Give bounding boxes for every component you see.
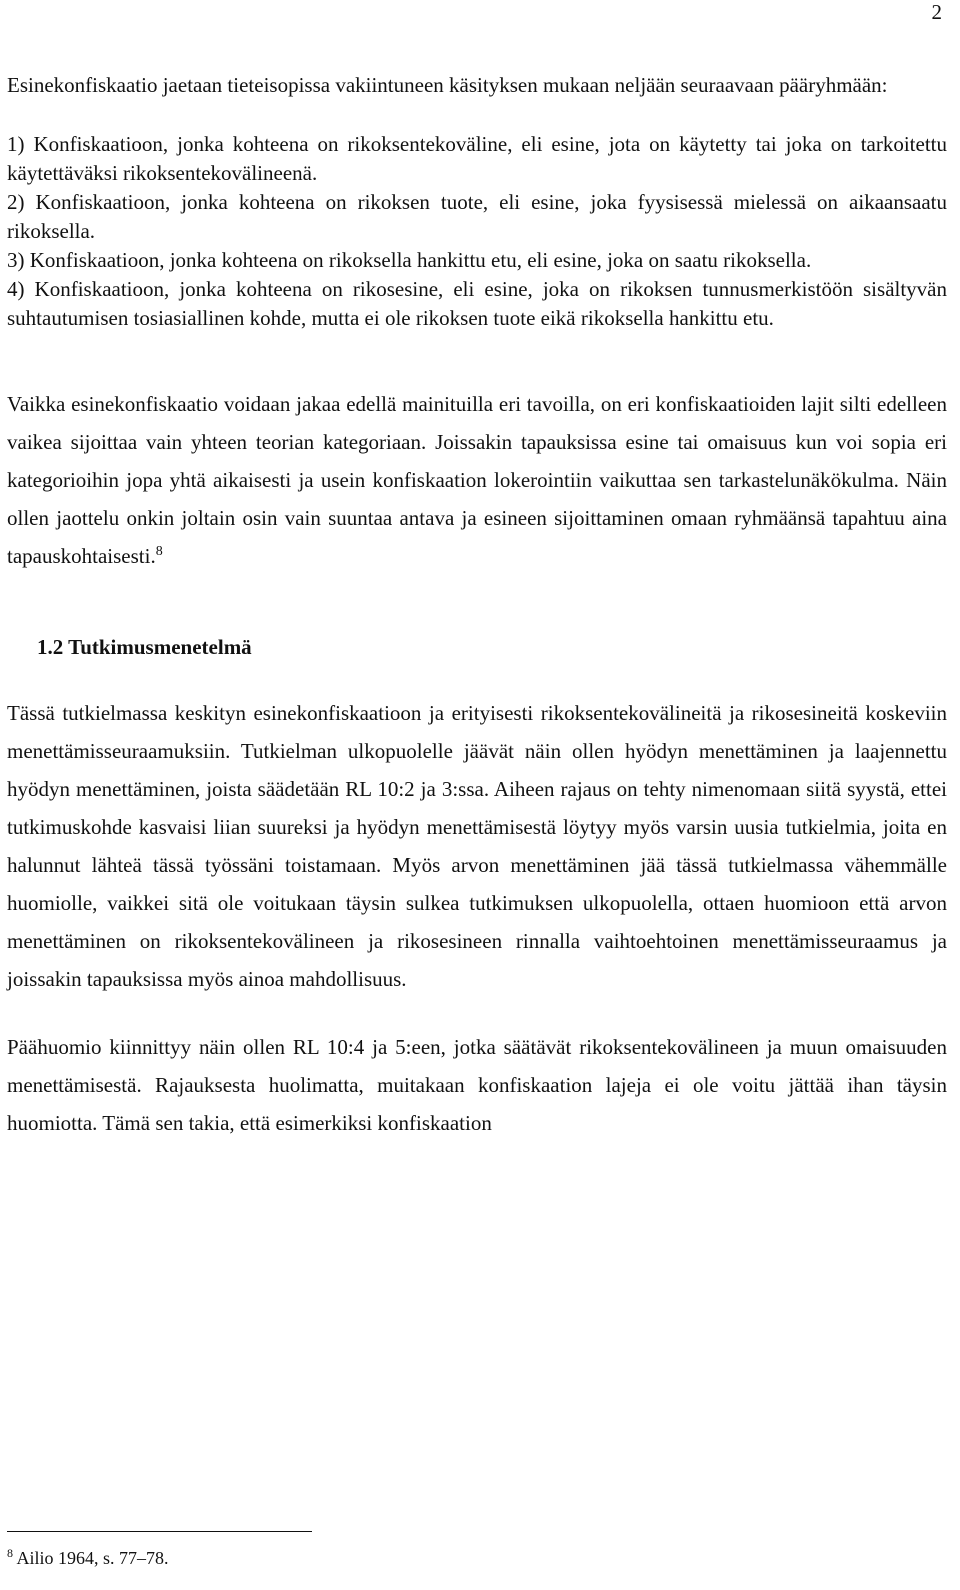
footnote-text: Ailio 1964, s. 77–78. (16, 1548, 169, 1568)
footnote-reference[interactable]: 8 (155, 544, 163, 559)
section-heading: 1.2 Tutkimusmenetelmä (37, 635, 252, 659)
list-item: 4) Konfiskaatioon, jonka kohteena on rikosesine, eli esine, joka on rikoksen tunnusmerkistöön sisältyvän suhtautumisen tosiasiallinen kohde, mutta ei ole rikoksen tuote eikä rikoksella hankittu etu. (7, 277, 947, 330)
footnote (7, 1546, 169, 1570)
document-body (7, 66, 947, 1142)
classification-paragraph (7, 385, 947, 575)
footnote-separator (7, 1531, 312, 1532)
list-item: 1) Konfiskaatioon, jonka kohteena on rikoksentekoväline, eli esine, jota on käytetty tai joka on tarkoitettu käytettäväksi rikoksentekovälineenä. (7, 132, 947, 185)
focus-paragraph: Päähuomio kiinnittyy näin ollen RL 10:4 ja 5:een, jotka säätävät rikoksentekovälineen ja muun omaisuuden menettämisestä. Rajauksesta huolimatta, muitakaan konfiskaation lajeja ei ole voitu jättää ihan täysin huomiotta. Tämä sen takia, että esimerkiksi konfiskaation (7, 1035, 947, 1135)
intro-paragraph: Esinekonfiskaatio jaetaan tieteisopissa vakiintuneen käsityksen mukaan neljään seuraavaan pääryhmään: (7, 73, 888, 97)
category-list (7, 130, 947, 333)
footnote-number: 8 (7, 1546, 13, 1560)
classification-paragraph-text: Vaikka esinekonfiskaatio voidaan jakaa edellä mainituilla eri tavoilla, on eri konfiskaatioiden lajit silti edelleen vaikea sijoittaa vain yhteen teorian kategoriaan. Joissakin tapauksissa esine tai omaisuus kun voi sopia eri kategorioihin jopa yhtä aikaisesti ja usein konfiskaation lokerointiin vaikuttaa sen tarkastelunäkökulma. Näin ollen jaottelu onkin joltain osin vain suuntaa antava ja esineen sijoittaminen omaan ryhmäänsä tapahtuu aina tapauskohtaisesti. (7, 392, 947, 568)
method-paragraph: Tässä tutkielmassa keskityn esinekonfiskaatioon ja erityisesti rikoksentekovälineitä ja rikosesineitä koskeviin menettämisseuraamuksiin. Tutkielman ulkopuolelle jäävät näin ollen hyödyn menettäminen ja laajennettu hyödyn menettäminen, joista säädetään RL 10:2 ja 3:ssa. Aiheen rajaus on tehty nimenomaan siitä syystä, ettei tutkimuskohde kasvaisi liian suureksi ja hyödyn menettämisestä löytyy myös varsin uusia tutkielmia, joita en halunnut lähteä tässä työssäni toistamaan. Myös arvon menettäminen jää tässä tutkielmassa vähemmälle huomiolle, vaikkei sitä ole voitukaan täysin sulkea tutkimuksen ulkopuolella, ottaen huomioon että arvon menettäminen on rikoksentekovälineen ja rikosesineen rinnalla vaihtoehtoinen menettämisseuraamus ja joissakin tapauksissa myös ainoa mahdollisuus. (7, 701, 947, 991)
page-number: 2 (931, 0, 942, 24)
list-item: 3) Konfiskaatioon, jonka kohteena on rikoksella hankittu etu, eli esine, joka on saatu rikoksella. (7, 248, 812, 272)
list-item: 2) Konfiskaatioon, jonka kohteena on rikoksen tuote, eli esine, joka fyysisessä mielessä on aikaansaatu rikoksella. (7, 190, 947, 243)
